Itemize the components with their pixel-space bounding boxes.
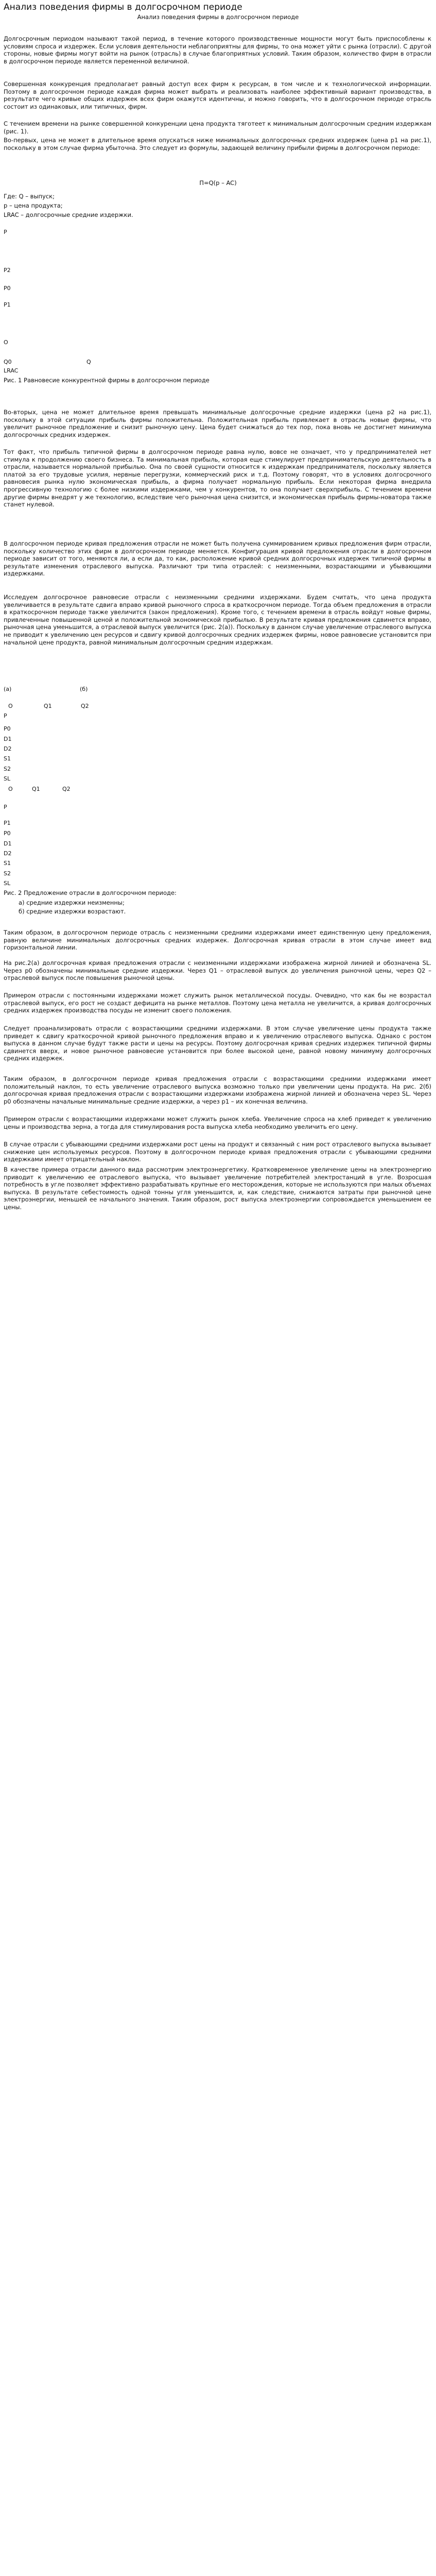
paragraph-constant-costs: Исследуем долгосрочное равновесие отрасли с неизменными средними издержками. Будем считать, что цена продукта увеличивается в результате сдвига вправо кривой рыночного спроса в краткосрочном периоде. Тогда объем предложения в отрасли в краткосрочном периоде также увеличится (закон предложения). Кроме того, с течением времени в отрасль войдут новые фирмы, привлеченные повышенной ценой и положительной экономической прибылью. В результате кривая предложения сдвинется вправо, рыночная цена уменьшится, а отраслевой выпуск увеличится (рис. 2(а)). Поскольку в данном случае увеличение отраслевого выпуска не приводит к увеличению цен ресурсов и сдвигу кривой долгосрочных средних издержек фирмы, новое равновесие установится при начальной цене продукта, равной минимальным долгосрочным средним издержкам. <box>4 594 431 646</box>
fig2-panel-b-label: (б) <box>80 686 88 692</box>
figure-2-caption-items <box>19 899 126 916</box>
fig2a-label-q2: Q2 <box>81 703 89 709</box>
fig2b-label-sl: SL <box>4 880 11 887</box>
fig1-axis-q: Q <box>86 359 91 365</box>
fig2b-label-s2: S2 <box>4 870 11 877</box>
fig2a-origin: O <box>8 703 13 709</box>
page-title: Анализ поведения фирмы в долгосрочном периоде <box>4 2 242 12</box>
fig2a-label-d1: D1 <box>4 736 12 742</box>
fig1-label-p0: P0 <box>4 285 11 292</box>
paragraph-industry-supply: В долгосрочном периоде кривая предложения отрасли не может быть получена суммированием кривых предложения фирм отрасли, поскольку количество этих фирм в долгосрочном периоде меняется. Конфигурация кривой предложения отрасли в долгосрочном периоде зависит от того, меняются ли, а если да, то как, расположение кривой средних долгосрочных издержек типичной фирмы в результате изменения отраслевого выпуска. Различают три типа отраслей: с неизменными, возрастающими и убывающими издержками. <box>4 540 431 578</box>
paragraph-first-argument: Во-первых, цена не может в длительное время опускаться ниже минимальных долгосрочных средних издержек (цена р1 на рис.1), поскольку в этом случае фирма убыточна. Это следует из формулы, задающей величину прибыли фирмы в долгосрочном периоде: <box>4 137 431 151</box>
paragraph-constant-cost-conclusion: Таким образом, в долгосрочном периоде отрасль с неизменными средними издержками имеет единственную цену предложения, равную величине минимальных долгосрочных средних издержек. Долгосрочная кривая отрасли в этом случае имеет вид горизонтальной линии. <box>4 929 431 952</box>
fig2b-label-p0: P0 <box>4 830 11 837</box>
paragraph-increasing-costs-conclusion: Таким образом, в долгосрочном периоде кривая предложения отрасли с возрастающими средними издержками имеет положительный наклон, то есть увеличение отраслевого выпуска возможно только при увеличении цены продукта. На рис. 2(б) долгосрочная кривая предложения отрасли с возрастающими издержками изображена жирной линией и обозначена через SL. Через р0 обозначены начальные минимальные средние издержки, а через р1 – их конечная величина. <box>4 1075 431 1105</box>
fig1-label-q0: Q0 <box>4 359 12 365</box>
paragraph-long-run-definition: Долгосрочным периодом называют такой период, в течение которого производственные мощности могут быть приспособлены к условиям спроса и издержек. Если условия деятельности неблагоприятны для фирмы, то она может уйти с рынка (отрасли). С другой стороны, новые фирмы могут войти на рынок (отрасль) в случае благоприятных условий. Таким образом, количество фирм в отрасли в долгосрочном периоде является переменной величиной. <box>4 35 431 65</box>
fig2-panel-a-label: (a) <box>4 686 12 692</box>
fig2b-label-s1: S1 <box>4 860 11 867</box>
paragraph-increasing-costs: Следует проанализировать отрасли с возрастающими средними издержками. В этом случае увеличение цены продукта также приведет к сдвигу краткосрочной кривой рыночного предложения вправо и к увеличению отраслевого выпуска. Однако с ростом выпуска в данном случае будут также расти и цены на ресурсы. Поэтому долгосрочная кривая средних издержек типичной фирмы сдвинется вверх, и новое рыночное равновесие установится при более высокой цене, равной новому минимуму долгосрочных средних издержек. <box>4 1025 431 1062</box>
definition-lrac: LRAC – долгосрочные средние издержки. <box>4 211 133 218</box>
fig2b-label-p1: P1 <box>4 820 11 826</box>
fig2a-label-q1: Q1 <box>44 703 52 709</box>
figure-2-item-a: а) средние издержки неизменны; <box>19 899 125 906</box>
fig2a-label-d2: D2 <box>4 745 12 752</box>
fig1-axis-p: P <box>4 229 7 235</box>
paragraph-decreasing-costs: В случае отрасли с убывающими средними издержками рост цены на продукт и связанный с ним рост отраслевого выпуска вызывает снижение цен используемых ресурсов. Поэтому в долгосрочном периоде кривая предложения отрасли с убывающими средними издержками имеет отрицательный наклон. <box>4 1141 431 1163</box>
paragraph-normal-profit: Тот факт, что прибыль типичной фирмы в долгосрочном периоде равна нулю, вовсе не означает, что у предпринимателей нет стимула к продолжению своего бизнеса. Та минимальная прибыль, которая еще стимулирует предпринимательскую деятельность в отрасли, называется нормальной прибылью. Она по своей сущности относится к издержкам предпринимателя, поскольку является платой за его трудовые усилия, нервные перегрузки, коммерческий риск и т.д. Поэтому говорят, что в условиях долгосрочного равновесия рынка нулю экономическая прибыль, а фирма получает нормальную прибыль. Если некоторая фирма внедрила прогрессивную технологию с более низкими издержками, чем у конкурентов, то она получает сверхприбыль. С течением времени другие фирмы внедрят у же технологию, вследствие чего рыночная цена снизится, и экономическая прибыль фирмы-новатора также станет нулевой. <box>4 448 431 509</box>
figure-2-item-b: б) средние издержки возрастают. <box>19 908 126 915</box>
definition-p: р – цена продукта; <box>4 202 63 209</box>
paragraph-price-tends-to-min: С течением времени на рынке совершенной конкуренции цена продукта тяготеет к минимальным долгосрочным средним издержкам (рис. 1). <box>4 120 431 135</box>
fig1-origin: O <box>4 339 8 346</box>
fig2a-label-s1: S1 <box>4 755 11 762</box>
profit-formula: П=Q(p – AC) <box>199 179 237 187</box>
fig2b-axis-p: P <box>4 804 7 810</box>
paragraph-electricity-example: В качестве примера отрасли данного вида рассмотрим электроэнергетику. Кратковременное увеличение цены на электроэнергию приводит к увеличению ее отраслевого выпуска, что вызывает увеличение потребителей электростанций в угле. Возросшая потребность в угле позволяет эффективно разрабатывать крупные его месторождения, которые не используются при малых объемах выпуска. В результате себестоимость одной тонны угля уменьшится, и, как следствие, снижаются затраты при рыночной цене электроэнергии, меньшей ее начального значения. Таким образом, рост выпуска электроэнергии сопровождается уменьшением ее цены. <box>4 1166 431 1211</box>
fig2b-label-d2: D2 <box>4 850 12 857</box>
definition-q: Где: Q – выпуск; <box>4 193 55 200</box>
fig2b-label-d1: D1 <box>4 840 12 847</box>
paragraph-perfect-competition: Совершенная конкуренция предполагает равный доступ всех фирм к ресурсам, в том числе и к технологической информации. Поэтому в долгосрочном периоде каждая фирма может выбрать и реализовать наиболее эффективный вариант производства, в результате чего кривые общих издержек всех фирм окажутся идентичны, и можно говорить, что в долгосрочном периоде отрасль состоит из одинаковых, или типичных, фирм. <box>4 80 431 110</box>
fig2a-label-p0: P0 <box>4 725 11 732</box>
fig2a-label-sl: SL <box>4 775 11 782</box>
paragraph-bread-example: Примером отрасли с возрастающими издержками может служить рынок хлеба. Увеличение спроса на хлеб приведет к увеличению цены и производства зерна, а тогда для стимулирования роста выпуска хлеба необходимо увеличить его цену. <box>4 1115 431 1130</box>
fig2b-label-q2: Q2 <box>62 786 71 792</box>
fig2b-label-q1: Q1 <box>32 786 40 792</box>
fig1-label-p1: P1 <box>4 301 11 308</box>
figure-2-caption: Рис. 2 Предложение отрасли в долгосрочном периоде: <box>4 889 177 896</box>
paragraph-metal-dishes-example: Примером отрасли с постоянными издержками может служить рынок металлической посуды. Очевидно, что как бы не возрастал отраслевой выпуск, его рост не создаст дефицита на рынке металлов. Поэтому цена металла не увеличится, а кривая долгосрочных средних издержек производства посуды не изменит своего положения. <box>4 992 431 1014</box>
document-heading: Анализ поведения фирмы в долгосрочном периоде <box>137 13 299 21</box>
fig2a-axis-p: P <box>4 713 7 719</box>
figure-1-caption: Рис. 1 Равновесие конкурентной фирмы в долгосрочном периоде <box>4 377 210 384</box>
fig2a-label-s2: S2 <box>4 766 11 772</box>
fig1-label-p2: P2 <box>4 267 11 274</box>
paragraph-second-argument: Во-вторых, цена не может длительное время превышать минимальные долгосрочные средние издержки (цена р2 на рис.1), поскольку в этой ситуации прибыль фирмы положительна. Положительная прибыль привлекает в отрасль новые фирмы, что увеличит рыночное предложение и снизит рыночную цену. Цена будет снижаться до тех пор, пока вновь не достигнет минимума долгосрочных средних издержек. <box>4 409 431 438</box>
fig2b-origin: O <box>8 786 13 792</box>
fig1-label-lrac: LRAC <box>4 367 19 374</box>
paragraph-figure-2a-explanation: На рис.2(а) долгосрочная кривая предложения отрасли с неизменными издержками изображена жирной линией и обозначена SL. Через р0 обозначены минимальные средние издержки. Через Q1 – отраслевой выпуск до увеличения рыночной цены, через Q2 – отраслевой выпуск после повышения рыночной цены. <box>4 959 431 982</box>
